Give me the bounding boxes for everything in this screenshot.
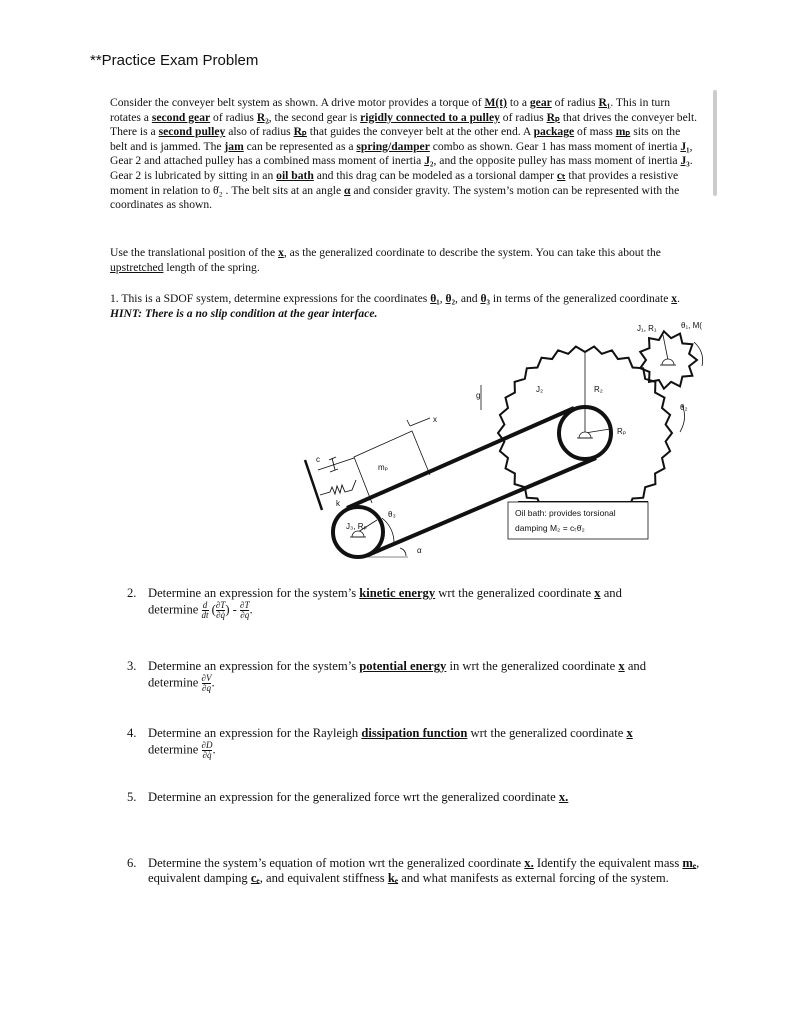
question-number: 6. (127, 856, 137, 870)
determine-label: determine (148, 602, 202, 617)
pivot-icon (352, 531, 364, 537)
emphasized-term: rigidly connected to a pulley (360, 110, 500, 124)
emphasized-term: gear (529, 96, 552, 109)
emphasized-term: x (618, 659, 625, 673)
text-segment: Determine an expression for the system’s (148, 586, 360, 600)
text-segment: length of the spring. (163, 260, 260, 274)
text-segment: and (600, 586, 622, 600)
emphasized-term: kₑ (387, 871, 399, 885)
pivot-icon (579, 432, 591, 438)
text-segment: can be represented as a (243, 139, 357, 153)
x-arrow (410, 418, 430, 426)
emphasized-term: HINT: There is a no slip condition at the gear interface. (110, 306, 378, 320)
emphasized-term: R₂ (256, 110, 269, 124)
emphasized-term: θ₁ (430, 292, 440, 305)
emphasized-term: spring/damper (356, 139, 430, 153)
spring (320, 480, 356, 495)
question-text: Determine an expression for the system’s kinetic energy wrt the generalized coordinate x and determine $\frac{d}{dt}$ ( $\frac{\partial T}{\partial q̇}$ ) - $\frac{\partial T}{\partial q}$ . (148, 586, 622, 620)
text-segment: of radius (210, 110, 257, 124)
text-segment: . (677, 292, 680, 305)
emphasized-term: x. (524, 856, 534, 870)
text-segment: that drives the conveyer belt. There is a (110, 110, 698, 139)
text-segment: of radius (551, 96, 599, 109)
emphasized-term: cₜ (556, 168, 566, 182)
fraction: $\frac{\partial D}{\partial q̇}$ (201, 740, 213, 760)
fraction: $\frac{\partial T}{\partial q}$ (240, 600, 250, 620)
emphasized-term: mₑ (682, 856, 697, 870)
question-text: Determine an expression for the system’s potential energy in wrt the generalized coordinate x and determine $\frac{\partial V}{\partial q}$ . (148, 659, 647, 693)
determine-label: determine (148, 675, 202, 690)
emphasized-term: cₑ (250, 871, 260, 885)
label-k: k (336, 499, 340, 508)
text-segment: and consider gravity. The system’s motion can be represented with the coordinates as shown. (110, 183, 680, 212)
label-rp: Rₚ (617, 427, 627, 436)
text-segment: of radius (499, 110, 547, 124)
question-number: 4. (127, 726, 137, 740)
emphasized-term: x (594, 586, 601, 600)
emphasized-term: x. (558, 790, 569, 804)
text-segment: sits on the belt and is jammed. The (110, 125, 681, 153)
fraction: $\frac{\partial T}{\partial q̇}$ (215, 600, 226, 620)
text-segment: , Gear 2 and attached pulley has a combined mass moment of inertia (110, 139, 693, 168)
alpha-arc (400, 548, 406, 556)
question-number: 3. (127, 659, 137, 673)
text-segment: that guides the conveyer belt at the other end. A (306, 125, 534, 139)
damper (318, 457, 354, 472)
emphasized-term: M(t) (484, 96, 508, 109)
text-segment: Determine an expression for the system’s (148, 659, 360, 673)
emphasized-term: Rₚ (293, 125, 307, 139)
oil-bath-label-1: Oil bath: provides torsional (515, 508, 616, 518)
question-number: 2. (127, 586, 137, 600)
text-segment: to a (507, 96, 530, 109)
label-x: x (433, 415, 437, 424)
belt-top (347, 408, 574, 508)
fraction: $\frac{\partial V}{\partial q}$ (201, 673, 212, 693)
question-text (148, 790, 738, 805)
determine-label: determine (148, 742, 202, 757)
text-segment: Determine an expression for the Rayleigh (148, 726, 362, 740)
text-segment: Consider the conveyer belt system as shown. A drive motor provides a torque of (110, 96, 485, 109)
label-theta3: θ₃ (388, 510, 396, 519)
emphasized-term: α (344, 183, 351, 197)
text-segment: in terms of the generalized coordinate (490, 292, 672, 305)
label-j1r1: J₁, R₁ (637, 324, 657, 333)
emphasized-term: R₁ (598, 96, 611, 109)
text-segment: . This in turn rotates a (110, 96, 671, 124)
text-segment: , (439, 292, 446, 305)
label-mp: mₚ (378, 463, 389, 472)
wall (305, 460, 322, 510)
oil-bath-label-2: damping M₂ = cₜθ̇₂ (515, 523, 585, 533)
emphasized-term: J₃ (680, 154, 690, 168)
emphasized-term: x (626, 726, 633, 740)
text-segment: , and the opposite pulley has mass moment of inertia (433, 154, 681, 168)
label-theta1-m: θ₁, M( (681, 321, 702, 330)
text-segment: 1. This is a SDOF system, determine expressions for the coordinates (110, 292, 431, 305)
text-segment: combo as shown. Gear 1 has mass moment of inertia (429, 139, 681, 153)
text-segment: , as the generalized coordinate to describe the system. You can take this about the (283, 246, 661, 259)
text-segment: in wrt the generalized coordinate (446, 659, 619, 673)
text-segment: Determine an expression for the generalized force wrt the generalized coordinate (148, 790, 559, 804)
emphasized-term: θ₂ (445, 292, 456, 305)
pivot-icon (662, 359, 674, 365)
emphasized-term: mₚ (615, 125, 631, 139)
emphasized-term: jam (224, 139, 244, 153)
x-tick (407, 420, 410, 426)
text-segment: Identify the equivalent mass (533, 856, 683, 870)
text-segment: , and equivalent stiffness (259, 871, 388, 885)
label-j2: J₂ (536, 385, 544, 394)
text-segment: and this drag can be modeled as a torsional damper (313, 168, 557, 182)
text-segment: Determine the system’s equation of motion wrt the generalized coordinate (148, 856, 525, 870)
radius-rp-line (585, 429, 610, 433)
emphasized-term: oil bath (276, 168, 314, 182)
emphasized-term: package (533, 125, 575, 139)
question-text (148, 856, 738, 886)
fraction: $\frac{d}{dt}$ (201, 600, 209, 620)
radius-r1-line (663, 335, 668, 360)
emphasized-term: θ₃ (480, 292, 491, 305)
text-segment: and (624, 659, 647, 673)
label-c: c (316, 455, 320, 464)
text-segment: wrt the generalized coordinate (467, 726, 627, 740)
text-segment: wrt the generalized coordinate (435, 586, 595, 600)
emphasized-term: x (671, 292, 678, 305)
package-box (354, 431, 430, 503)
emphasized-term: Rₚ (546, 110, 560, 124)
label-theta2: θ₂ (680, 403, 688, 412)
label-j3rp: J₃, Rₚ (346, 522, 367, 531)
text-segment: . Gear 2 is lubricated by sitting in an (110, 154, 693, 182)
text-segment: , equivalent damping (148, 856, 700, 885)
text-segment: and what manifests as external forcing of the system. (398, 871, 669, 885)
question-number: 5. (127, 790, 137, 804)
label-g: g (476, 391, 481, 400)
text-segment: , and (455, 292, 481, 305)
emphasized-term: upstretched (110, 260, 164, 274)
text-segment: that provides a resistive moment in relation to θ̇₂ . The belt sits at an angle (110, 168, 679, 197)
emphasized-term: J₂ (424, 154, 434, 168)
page-title: **Practice Exam Problem (90, 52, 259, 69)
label-r2: R₂ (594, 385, 603, 394)
emphasized-term: x (278, 246, 284, 259)
emphasized-term: dissipation function (361, 726, 468, 740)
text-segment: , the second gear is (268, 110, 361, 124)
text-segment: also of radius (225, 125, 294, 139)
emphasized-term: second gear (151, 110, 211, 124)
label-alpha: α (417, 546, 422, 555)
question-text: Determine an expression for the Rayleigh dissipation function wrt the generalized coordinate x determine $\frac{\partial D}{\partial q̇}$ . (148, 726, 633, 760)
text-segment: Use the translational position of the (110, 246, 279, 259)
emphasized-term: second pulley (158, 125, 226, 139)
emphasized-term: J₁ (680, 139, 690, 153)
text-segment: of mass (574, 125, 616, 139)
emphasized-term: kinetic energy (359, 586, 436, 600)
emphasized-term: potential energy (359, 659, 447, 673)
